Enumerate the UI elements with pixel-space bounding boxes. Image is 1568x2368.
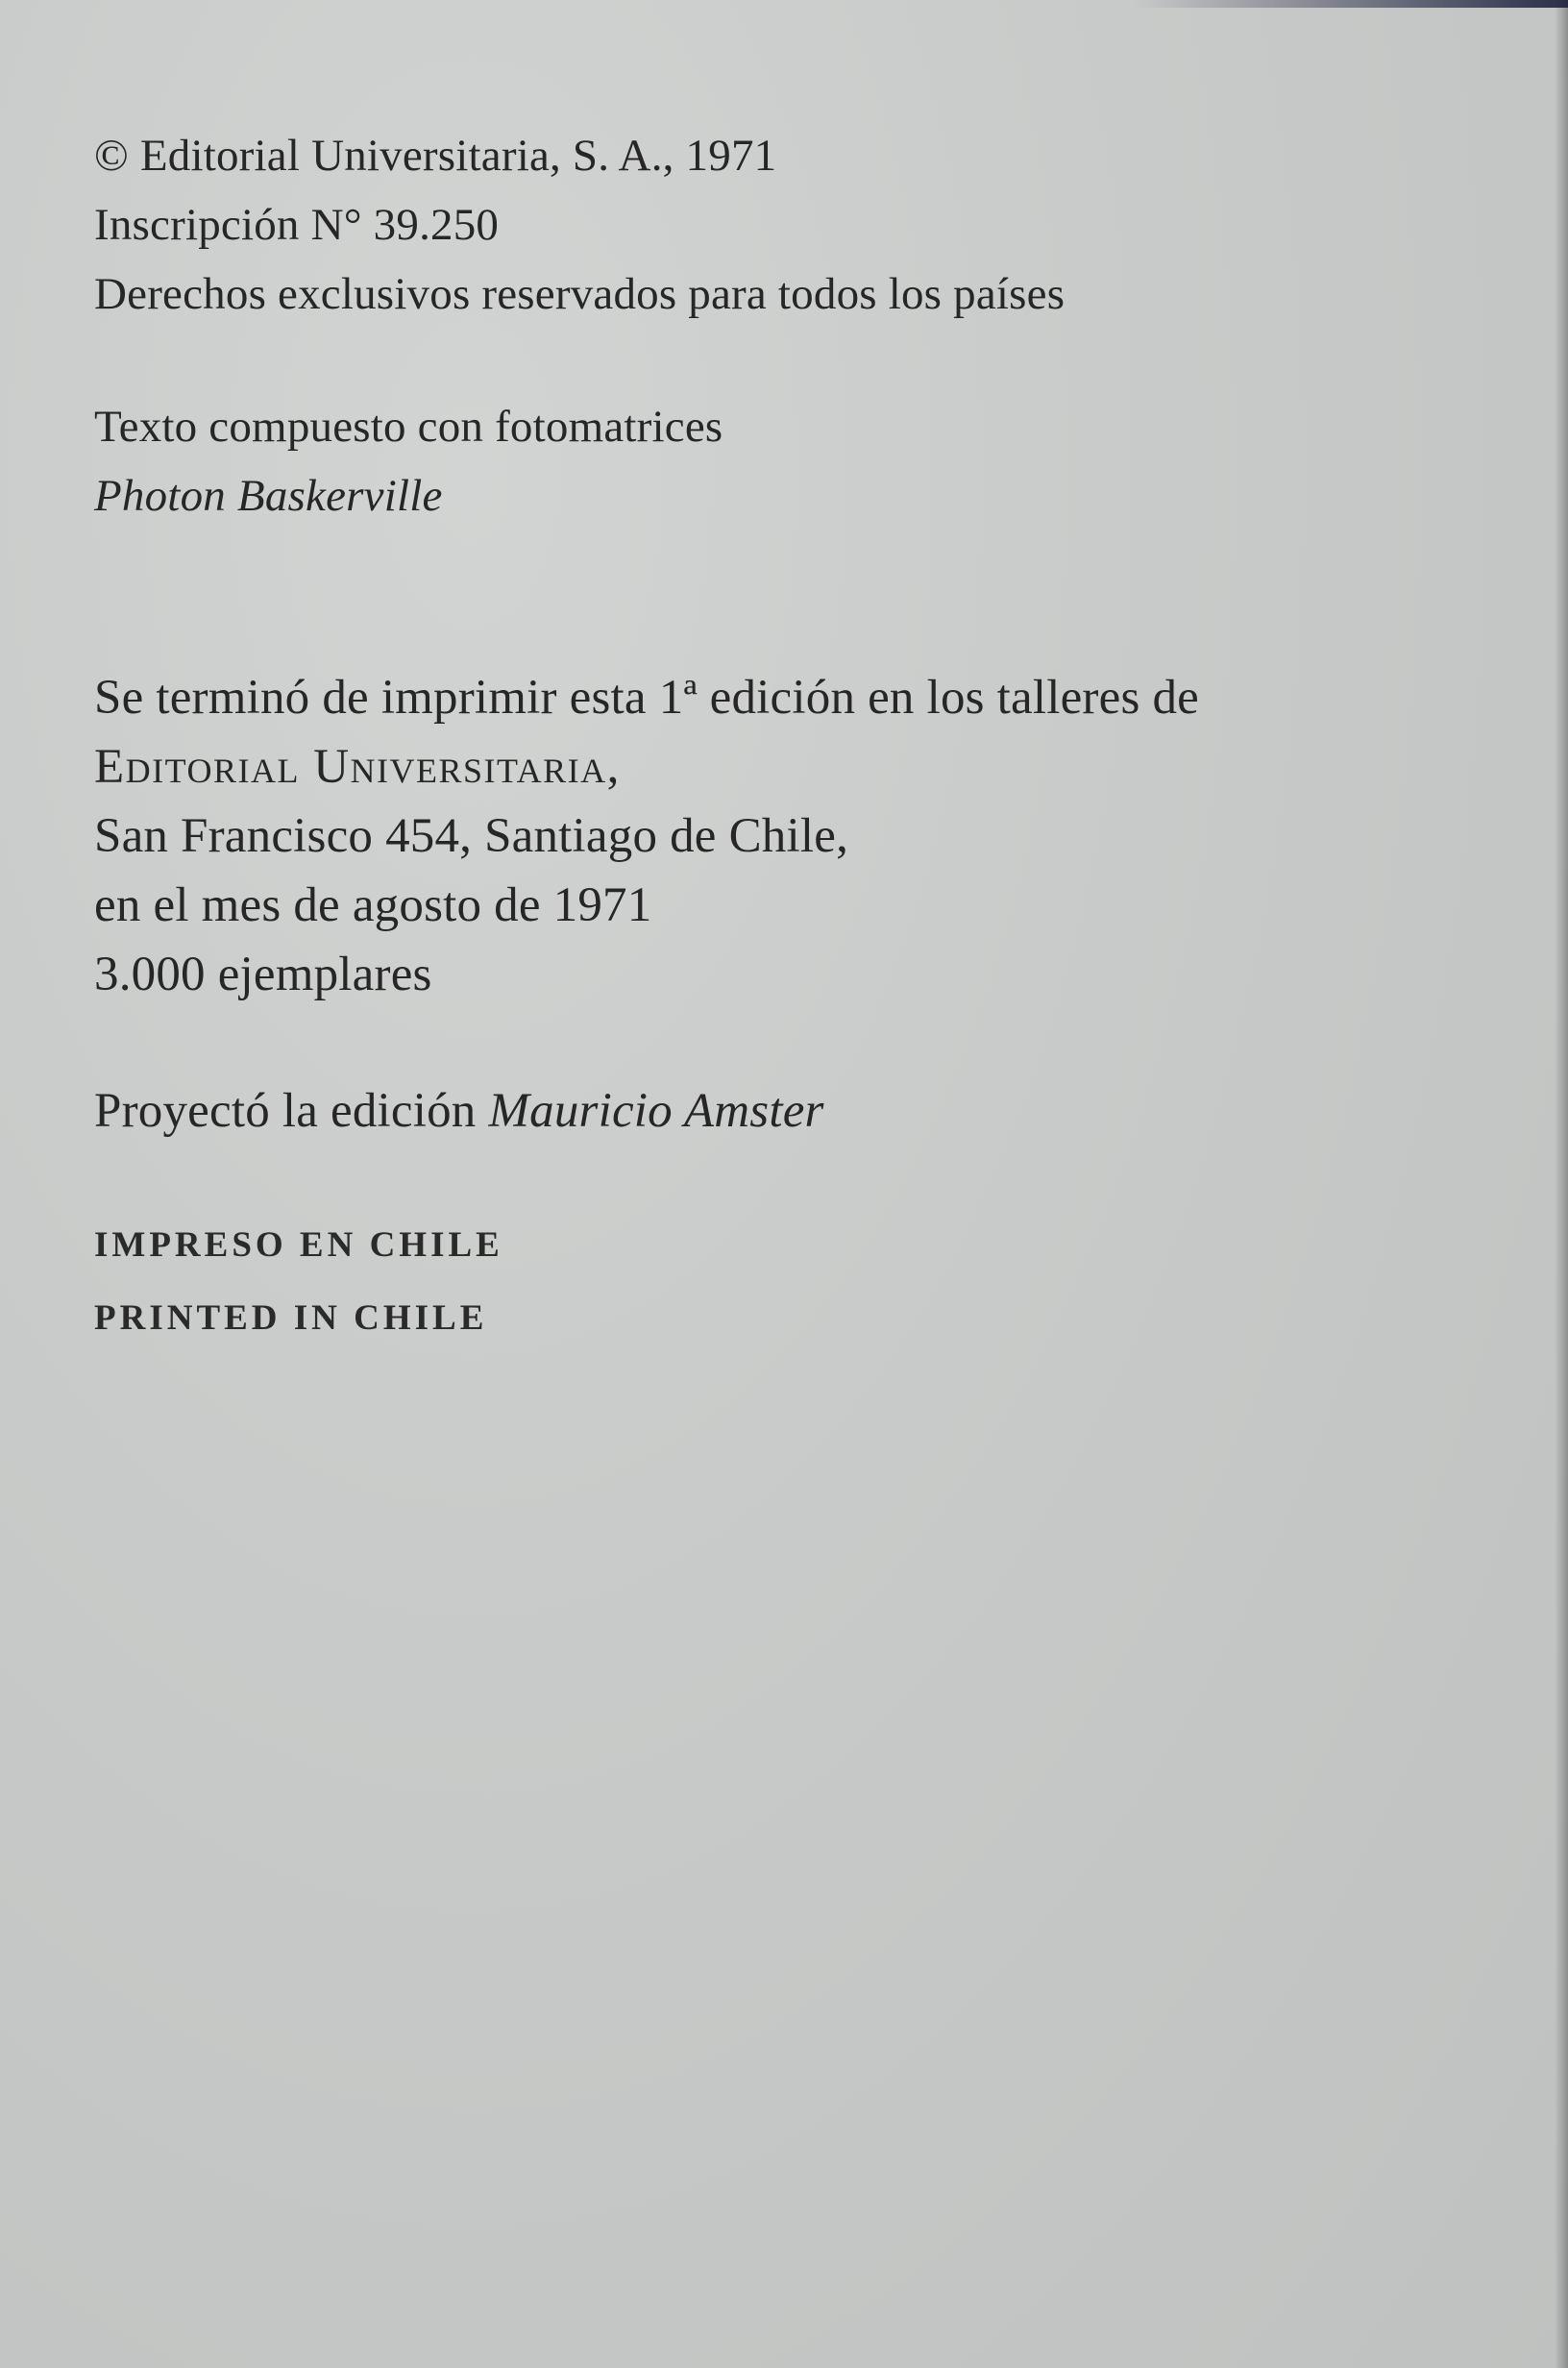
design-credit [94,1076,1458,1146]
typeset-line: Texto compuesto con fotomatrices [94,402,723,452]
page-edge-shadow [1555,0,1568,2368]
copyright-block [94,121,1458,329]
typeface-name: Photon Baskerville [94,471,443,521]
book-top-edge [1134,0,1568,8]
rights-line: Derechos exclusivos reservados para todos los países [94,269,1066,319]
print-date: en el mes de agosto de 1971 [94,878,652,932]
copyright-line: © Editorial Universitaria, S. A., 1971 [94,131,777,181]
publisher-address: San Francisco 454, Santiago de Chile, [94,809,849,863]
printed-english: PRINTED IN CHILE [94,1298,488,1338]
copyright-page [94,121,1458,1355]
typeset-block [94,392,1458,530]
colophon-intro: Se terminó de imprimir esta 1ª edición en los talleres de [94,671,1199,725]
publisher-name: Editorial Universitaria, [94,740,621,794]
print-run: 3.000 ejemplares [94,948,432,1001]
design-block [94,1076,1458,1146]
design-prefix: Proyectó la edición [94,1084,489,1138]
colophon-block [94,663,1458,1009]
printed-block [94,1209,1458,1355]
printed-spanish: IMPRESO EN CHILE [94,1225,503,1265]
registration-line: Inscripción N° 39.250 [94,200,500,250]
designer-name: Mauricio Amster [488,1084,824,1138]
